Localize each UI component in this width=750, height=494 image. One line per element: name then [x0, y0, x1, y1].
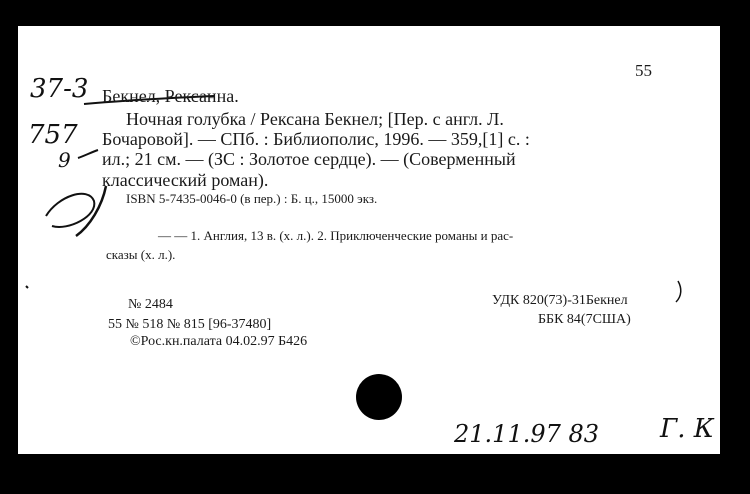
author-heading: Бекнел, Рексанна. — [102, 86, 239, 106]
catalog-number: 55 № 518 № 815 [96-37480] — [108, 317, 272, 332]
subject-line: сказы (х. л.). — [106, 247, 176, 262]
catalog-number: № 2484 — [128, 297, 173, 312]
shelf-mark-number: 757 — [28, 120, 78, 150]
description-line: ил.; 21 см. — (ЗС : Золотое сердце). — (Соверменный — [102, 149, 516, 169]
isbn-line: ISBN 5-7435-0046-0 (в пер.) : Б. ц., 15000 экз. — [126, 191, 378, 206]
shelf-mark: 37-3 — [30, 74, 89, 104]
description-line: Бочаровой]. — СПб. : Библиополис, 1996. — 359,[1] с. : — [102, 129, 530, 149]
description-line: классический роман). — [102, 170, 269, 190]
catalog-card — [18, 26, 720, 454]
punch-hole — [356, 374, 402, 420]
shelf-mark-letter: 9 — [58, 148, 71, 172]
subject-line: — — 1. Англия, 13 в. (х. л.). 2. Приключенческие романы и рас- — [158, 228, 514, 243]
handwritten-initial: Г. К — [660, 414, 714, 444]
handwritten-date: 21.11.97 83 — [454, 420, 600, 448]
description-line: Ночная голубка / Рексана Бекнел; [Пер. с англ. Л. — [126, 109, 504, 129]
page-number: 55 — [635, 61, 652, 80]
udk-code: УДК 820(73)-31Бекнел — [492, 293, 628, 308]
bbk-code: ББК 84(7США) — [538, 312, 631, 327]
copyright-line: ©Рос.кн.палата 04.02.97 Б426 — [130, 334, 308, 349]
